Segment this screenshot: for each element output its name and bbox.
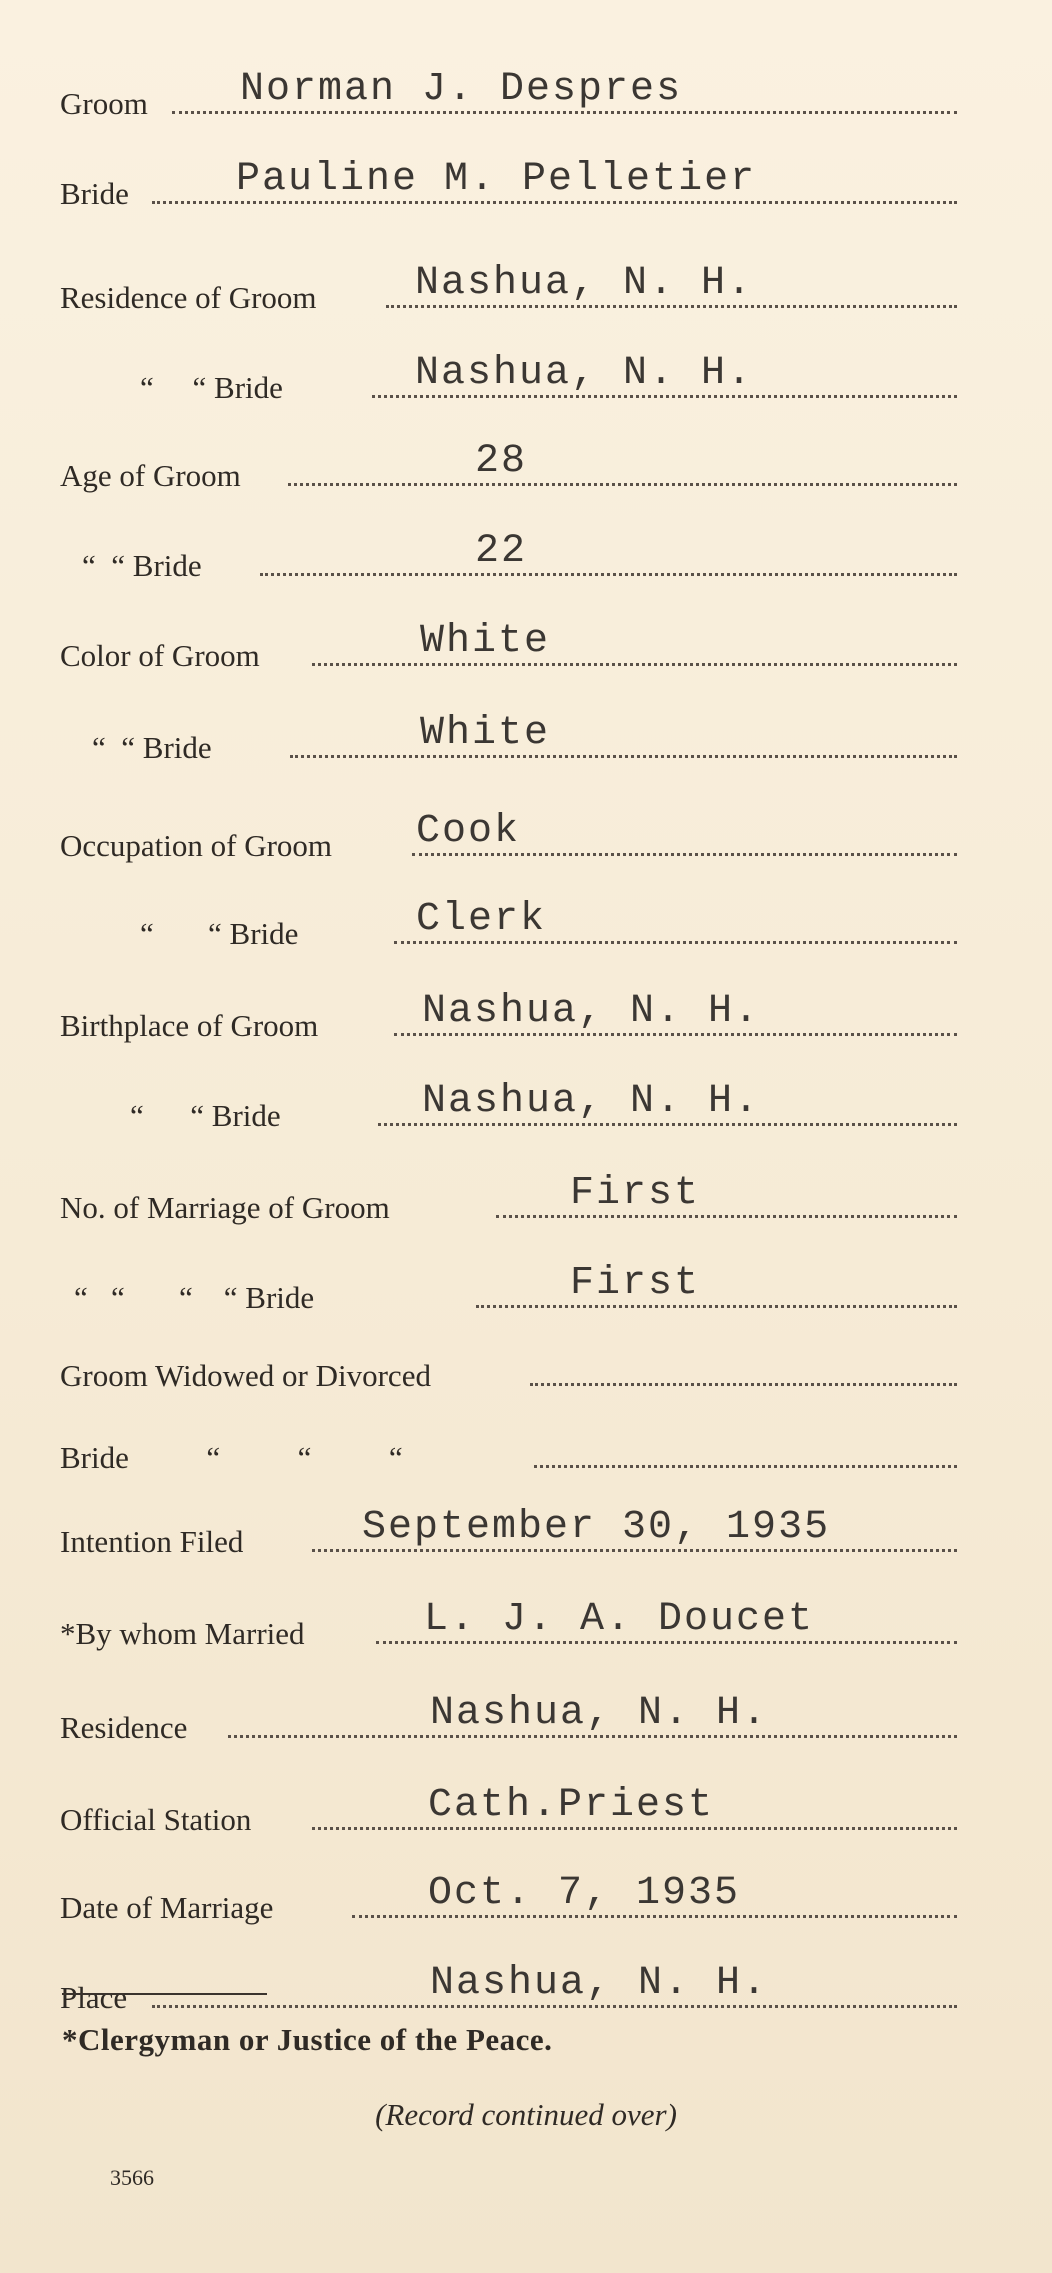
value-residence-groom: Nashua, N. H. (415, 261, 754, 306)
label-occupation-groom: Occupation of Groom (60, 828, 333, 863)
label-birthplace-bride: “ “ Bride (130, 1098, 281, 1133)
label-marriage-no-groom: No. of Marriage of Groom (60, 1190, 390, 1225)
label-age-groom: Age of Groom (60, 458, 241, 493)
field-marriage-no-bride (0, 1262, 1052, 1322)
field-groom (0, 68, 1052, 128)
label-date-of-marriage: Date of Marriage (60, 1890, 274, 1925)
field-residence-bride (0, 352, 1052, 412)
field-color-groom (0, 620, 1052, 680)
field-official-station (0, 1784, 1052, 1844)
value-residence-officiant: Nashua, N. H. (430, 1691, 769, 1736)
value-occupation-groom: Cook (416, 809, 521, 854)
label-bride: Bride (60, 176, 129, 211)
field-age-groom (0, 440, 1052, 500)
value-by-whom-married: L. J. A. Doucet (424, 1597, 815, 1642)
form-number: 3566 (110, 2165, 154, 2190)
label-color-groom: Color of Groom (60, 638, 260, 673)
dotted-line (290, 755, 957, 758)
value-age-bride: 22 (475, 529, 528, 574)
value-bride: Pauline M. Pelletier (236, 157, 757, 202)
field-by-whom-married (0, 1598, 1052, 1658)
label-place: Place (60, 1980, 128, 2015)
field-residence-groom (0, 262, 1052, 322)
dotted-line (288, 483, 957, 486)
field-occupation-bride (0, 898, 1052, 958)
label-residence-groom: Residence of Groom (60, 280, 317, 315)
field-bride (0, 158, 1052, 218)
label-birthplace-groom: Birthplace of Groom (60, 1008, 319, 1043)
value-color-groom: White (420, 619, 551, 664)
value-marriage-no-groom: First (570, 1171, 701, 1216)
value-birthplace-bride: Nashua, N. H. (422, 1079, 761, 1124)
field-age-bride (0, 530, 1052, 590)
record-continued-note: (Record continued over) (375, 2097, 677, 2132)
label-bride-widowed-divorced: Bride “ “ “ (60, 1440, 403, 1475)
label-residence-officiant: Residence (60, 1710, 188, 1745)
value-place: Nashua, N. H. (430, 1961, 769, 2006)
field-groom-widowed-divorced (0, 1340, 1052, 1400)
field-date-of-marriage (0, 1872, 1052, 1932)
value-occupation-bride: Clerk (416, 897, 547, 942)
value-intention-filed: September 30, 1935 (362, 1505, 831, 1550)
label-marriage-no-bride: “ “ “ “ Bride (74, 1280, 315, 1315)
dotted-line (312, 663, 957, 666)
label-by-whom-married: *By whom Married (60, 1616, 305, 1651)
label-intention-filed: Intention Filed (60, 1524, 244, 1559)
value-official-station: Cath.Priest (428, 1783, 715, 1828)
dotted-line (260, 573, 957, 576)
value-groom: Norman J. Despres (240, 67, 683, 112)
dotted-line (530, 1383, 957, 1386)
label-groom-widowed-divorced: Groom Widowed or Divorced (60, 1358, 431, 1393)
footnote: *Clergyman or Justice of the Peace. (62, 2022, 553, 2057)
value-date-of-marriage: Oct. 7, 1935 (428, 1871, 741, 1916)
label-age-bride: “ “ Bride (82, 548, 202, 583)
label-occupation-bride: “ “ Bride (140, 916, 299, 951)
label-color-bride: “ “ Bride (92, 730, 212, 765)
field-color-bride (0, 712, 1052, 772)
value-birthplace-groom: Nashua, N. H. (422, 989, 761, 1034)
field-birthplace-groom (0, 990, 1052, 1050)
field-birthplace-bride (0, 1080, 1052, 1140)
dotted-line (496, 1215, 957, 1218)
footnote-divider (62, 1993, 267, 1995)
field-bride-widowed-divorced (0, 1422, 1052, 1482)
dotted-line (476, 1305, 957, 1308)
value-residence-bride: Nashua, N. H. (415, 351, 754, 396)
field-intention-filed (0, 1506, 1052, 1566)
label-residence-bride: “ “ Bride (140, 370, 283, 405)
field-marriage-no-groom (0, 1172, 1052, 1232)
field-place (0, 1962, 1052, 2022)
value-color-bride: White (420, 711, 551, 756)
value-marriage-no-bride: First (570, 1261, 701, 1306)
label-official-station: Official Station (60, 1802, 252, 1837)
field-residence-officiant (0, 1692, 1052, 1752)
field-occupation-groom (0, 810, 1052, 870)
label-groom: Groom (60, 86, 148, 121)
dotted-line (534, 1465, 957, 1468)
value-age-groom: 28 (475, 439, 528, 484)
